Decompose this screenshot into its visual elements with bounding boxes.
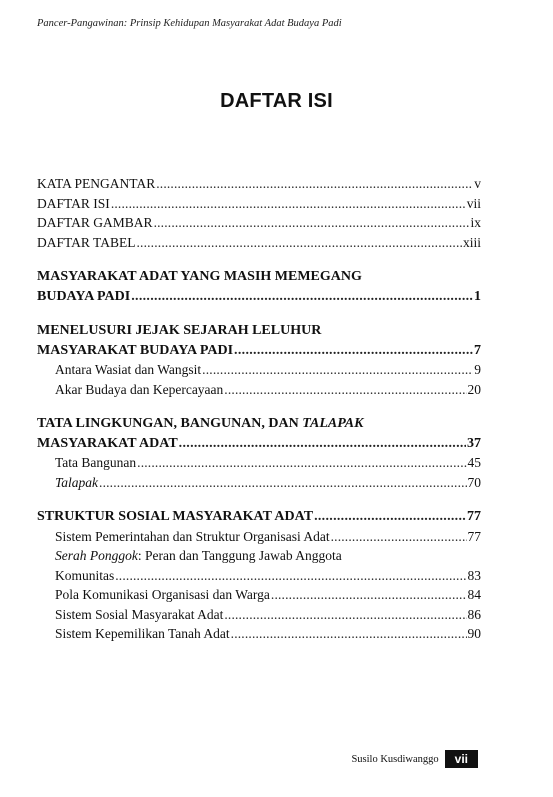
toc-entry-page: 9 <box>474 362 481 377</box>
toc-entry-label: DAFTAR GAMBAR <box>37 215 153 230</box>
spacer <box>37 252 481 267</box>
toc-entry-page: xiii <box>462 234 481 250</box>
toc-entry-label <box>55 473 98 493</box>
footer-page-number: vii <box>445 750 478 768</box>
toc-entry-page: 86 <box>467 606 481 622</box>
toc-entry-label: Sistem Kepemilikan Tanah Adat <box>55 626 230 641</box>
toc-entry-daftar-isi[interactable] <box>37 194 481 214</box>
leader-dots <box>137 453 466 473</box>
leader-dots <box>111 194 466 214</box>
toc-entry-page: 77 <box>467 528 481 544</box>
leader-dots <box>156 174 473 194</box>
toc-entry-label: MASYARAKAT BUDAYA PADI <box>37 342 234 358</box>
toc-entry-page: ix <box>470 215 481 230</box>
footer-author: Susilo Kusdiwanggo <box>351 753 439 765</box>
chapter-title-line[interactable]: MASYARAKAT ADAT YANG MASIH MEMEGANG <box>37 269 362 284</box>
leader-dots <box>224 380 466 400</box>
spacer <box>37 492 481 507</box>
toc-entry-kata-pengantar[interactable] <box>37 174 481 194</box>
toc-section-antara-wasiat[interactable] <box>37 360 481 380</box>
toc-entry-page: 1 <box>474 288 481 304</box>
chapter-title-italic: TALAPAK <box>302 416 364 431</box>
toc-entry-page: 37 <box>467 435 481 451</box>
toc-entry-italic: Talapak <box>55 474 99 490</box>
toc-entry-page: v <box>474 176 481 191</box>
table-of-contents <box>37 174 481 644</box>
toc-entry-label: Sistem Sosial Masyarakat Adat <box>55 606 224 622</box>
leader-dots <box>331 527 467 547</box>
toc-entry-page: 84 <box>467 587 481 602</box>
page-title: DAFTAR ISI <box>220 90 333 112</box>
toc-entry-page: vii <box>466 195 481 211</box>
toc-entry-label: Sistem Pemerintahan dan Struktur Organisasi Adat <box>55 528 330 544</box>
toc-entry-page: 20 <box>467 381 481 397</box>
toc-section-akar-budaya[interactable] <box>37 380 481 400</box>
leader-dots <box>314 507 466 527</box>
toc-entry-label: DAFTAR TABEL <box>37 234 136 250</box>
toc-entry-page: 7 <box>474 342 481 358</box>
toc-entry-label: MASYARAKAT ADAT <box>37 435 178 451</box>
toc-chapter-3[interactable] <box>37 434 481 454</box>
toc-section-title-line[interactable] <box>37 546 481 566</box>
toc-section-pola-komunikasi[interactable] <box>37 585 481 605</box>
toc-entry-label: Pola Komunikasi Organisasi dan Warga <box>55 587 270 602</box>
toc-entry-label: DAFTAR ISI <box>37 195 110 211</box>
toc-section-serah-ponggok[interactable] <box>37 566 481 586</box>
toc-section-sistem-sosial[interactable] <box>37 605 481 625</box>
toc-entry-page: 70 <box>467 474 481 490</box>
toc-entry-page: 45 <box>467 455 481 470</box>
toc-entry-label: Tata Bangunan <box>55 455 137 470</box>
toc-entry-label: Akar Budaya dan Kepercayaan <box>55 381 224 397</box>
leader-dots <box>115 566 466 586</box>
toc-entry-page: 90 <box>467 626 481 641</box>
page-footer <box>351 750 478 768</box>
toc-chapter-1[interactable] <box>37 287 481 307</box>
toc-entry-daftar-gambar[interactable] <box>37 213 481 233</box>
spacer <box>37 399 481 414</box>
chapter-title-line[interactable]: MENELUSURI JEJAK SEJARAH LELUHUR <box>37 323 322 338</box>
toc-entry-label: STRUKTUR SOSIAL MASYARAKAT ADAT <box>37 509 314 524</box>
toc-section-talapak[interactable] <box>37 473 481 493</box>
leader-dots <box>202 360 473 380</box>
toc-entry-daftar-tabel[interactable] <box>37 233 481 253</box>
toc-section-sistem-pemerintahan[interactable] <box>37 527 481 547</box>
chapter-title-text: TATA LINGKUNGAN, BANGUNAN, DAN <box>37 416 303 431</box>
toc-entry-page: 77 <box>467 509 481 524</box>
running-header: Pancer-Pangawinan: Prinsip Kehidupan Masyarakat Adat Budaya Padi <box>37 18 342 29</box>
leader-dots <box>99 473 466 493</box>
leader-dots <box>271 585 467 605</box>
toc-entry-text: : Peran dan Tanggung Jawab Anggota <box>137 548 342 563</box>
toc-section-sistem-kepemilikan[interactable] <box>37 624 481 644</box>
toc-chapter-4[interactable] <box>37 507 481 527</box>
toc-chapter-2[interactable] <box>37 341 481 361</box>
leader-dots <box>154 213 470 233</box>
toc-entry-label: Antara Wasiat dan Wangsit <box>55 362 202 377</box>
leader-dots <box>131 287 473 307</box>
spacer <box>37 306 481 321</box>
leader-dots <box>224 605 466 625</box>
leader-dots <box>231 624 467 644</box>
leader-dots <box>234 341 473 361</box>
toc-section-tata-bangunan[interactable] <box>37 453 481 473</box>
leader-dots <box>179 434 466 454</box>
chapter-title-line[interactable] <box>37 414 481 434</box>
toc-entry-label: BUDAYA PADI <box>37 288 131 304</box>
toc-entry-label: KATA PENGANTAR <box>37 176 156 191</box>
toc-entry-italic: Serah Ponggok <box>55 548 138 563</box>
toc-entry-page: 83 <box>467 567 481 583</box>
toc-entry-label: Komunitas <box>55 567 115 583</box>
leader-dots <box>136 233 462 253</box>
